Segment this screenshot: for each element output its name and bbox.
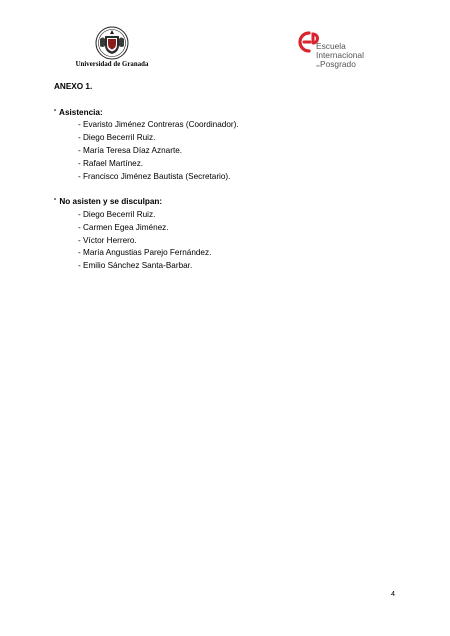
annex-content	[54, 81, 400, 273]
eip-line-internacional: Internacional	[316, 50, 364, 60]
eip-prefix-de: de	[316, 64, 320, 68]
absent-ordinal-marker: ª	[54, 198, 57, 205]
attendance-label: Asistencia:	[59, 107, 103, 117]
escuela-internacional-posgrado-logo	[297, 28, 397, 74]
list-item: - Diego Becerril Ruiz.	[78, 209, 156, 219]
absent-label: No asisten y se disculpan:	[59, 197, 163, 207]
absent-list	[54, 209, 400, 273]
eip-line-posgrado	[316, 60, 364, 71]
escuela-posgrado-name	[316, 42, 364, 71]
list-item: - María Teresa Díaz Aznarte.	[78, 145, 183, 155]
attendance-list	[54, 119, 400, 183]
university-name: Universidad de Granada	[75, 61, 149, 68]
list-item: - Evaristo Jiménez Contreras (Coordinador).	[78, 120, 239, 130]
list-item: - Víctor Herrero.	[78, 235, 137, 245]
eip-line-escuela: Escuela	[316, 41, 346, 51]
list-item: - Carmen Egea Jiménez.	[78, 222, 169, 232]
list-item: - Rafael Martínez.	[78, 158, 144, 168]
attendance-heading	[54, 107, 400, 120]
list-item: - Emilio Sánchez Santa-Barbar.	[78, 261, 193, 271]
absent-heading	[54, 196, 400, 209]
annex-title: ANEXO 1.	[54, 82, 93, 91]
page-number: 4	[391, 589, 395, 598]
list-item: - Diego Becerril Ruiz.	[78, 133, 156, 143]
attendance-ordinal-marker: ª	[54, 108, 57, 115]
eip-line-posgrado-text: Posgrado	[320, 59, 356, 69]
list-item: - Francisco Jiménez Bautista (Secretario).	[78, 171, 231, 181]
university-of-granada-logo	[72, 26, 152, 72]
list-item: - María Angustias Parejo Fernández.	[78, 248, 212, 258]
university-seal-icon	[95, 26, 129, 60]
